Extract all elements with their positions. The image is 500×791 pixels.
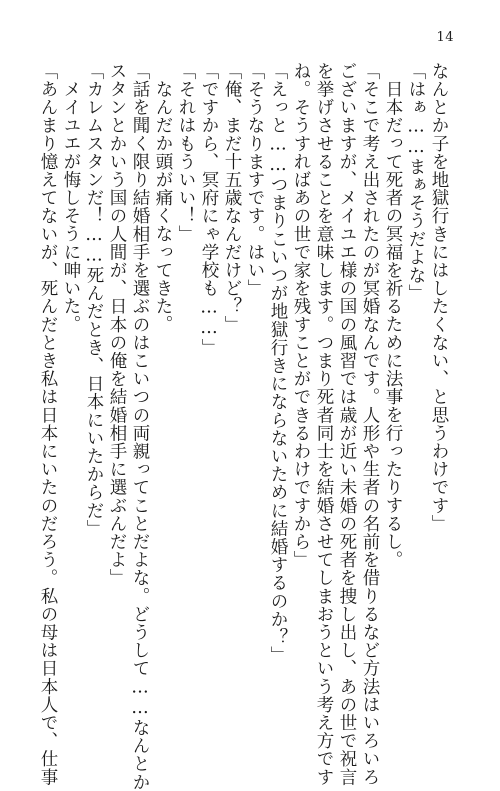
- text-line: メイユエが悔しそうに呻いた。: [61, 79, 81, 333]
- text-line: 「そこで考え出されたのが冥婚なんです。人形や生者の名前を借りるなど方法はいろいろ: [360, 62, 380, 786]
- text-line: 「そうなりますです。はい」: [245, 62, 265, 298]
- text-line: 「それはもういい！」: [176, 62, 196, 243]
- page-number: 14: [436, 30, 454, 45]
- text-line: スタンとかいう国の人間が、日本の俺を結婚相手に選ぶんだよ」: [107, 62, 127, 587]
- text-line: なんとか子を地獄行きにはしたくない、と思うわけです」: [429, 62, 449, 533]
- text-line: ね。そうすればあの世で家を残すことができるわけですから」: [291, 62, 311, 569]
- text-line: 「ですから、冥府にゃ学校も……」: [199, 62, 219, 357]
- body-text: [36, 62, 450, 791]
- text-line: ございますが、メイユエ様の国の風習では歳が近い未婚の死者を捜し出し、あの世で祝言: [337, 62, 357, 786]
- text-line: 「えっと……つまりこいつが地獄行きにならないために結婚するのか？」: [268, 62, 288, 665]
- text-line: 「俺、まだ十五歳なんだけど？」: [222, 62, 242, 334]
- text-line: を挙げさせることを意味します。つまり死者同士を結婚させてしまおうという考え方です: [314, 62, 334, 786]
- text-line: 日本だって死者の冥福を祈るために法事を行ったりするし。: [383, 79, 403, 569]
- text-line: 「はぁ……まぁそうだよな」: [406, 62, 426, 303]
- text-line: なんだか頭が痛くなってきた。: [153, 79, 173, 333]
- text-line: 「あんまり憶えてないが、死んだとき私は日本にいたのだろう。私の母は日本人で、仕事: [38, 62, 58, 786]
- text-line: 「カレムスタンだ！……死んだとき、日本にいたからだ」: [84, 62, 104, 538]
- text-line: 「話を聞く限り結婚相手を選ぶのはこいつの両親ってことだよな。どうして……なんとか: [130, 62, 150, 791]
